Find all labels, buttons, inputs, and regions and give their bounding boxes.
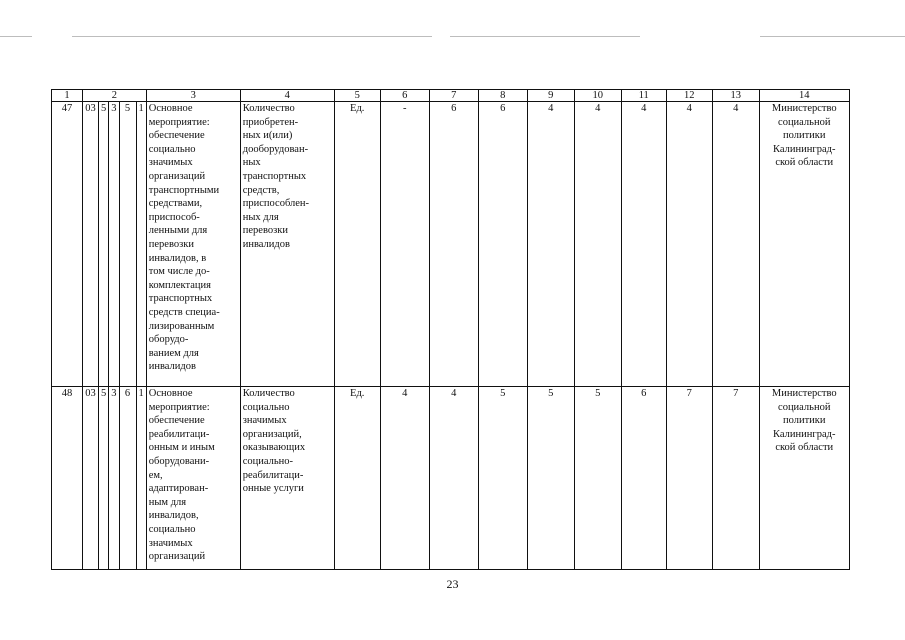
page-number: 23 <box>446 577 459 591</box>
column-number-row <box>52 90 850 102</box>
measure-name: Основное мероприятие: обеспечение реабилитаци- онным и иным оборудовани- ем, адаптирован- ным для инвалидов, социально значимых организаций <box>146 387 240 570</box>
executor: Министерство социальной политики Калининград- ской области <box>759 387 849 570</box>
row-number: 48 <box>52 387 83 570</box>
value-cell: 5 <box>478 387 527 570</box>
value-cell: 5 <box>527 387 574 570</box>
col-num-3: 3 <box>146 90 240 102</box>
col-num-6: 6 <box>380 90 429 102</box>
unit: Ед. <box>334 102 380 387</box>
scan-artifact-line <box>72 36 432 37</box>
unit: Ед. <box>334 387 380 570</box>
program-table <box>51 89 850 570</box>
code-segment: 5 <box>119 102 136 387</box>
scan-artifact-line <box>450 36 640 37</box>
value-cell: 4 <box>712 102 759 387</box>
value-cell: 4 <box>574 102 621 387</box>
value-cell: 4 <box>666 102 712 387</box>
code-segment: 03 <box>83 387 99 570</box>
col-num-9: 9 <box>527 90 574 102</box>
col-num-7: 7 <box>429 90 478 102</box>
code-segment: 1 <box>136 102 146 387</box>
col-num-1: 1 <box>52 90 83 102</box>
table-row <box>52 387 850 570</box>
code-segment: 3 <box>109 387 119 570</box>
scan-artifact-line <box>0 36 32 37</box>
col-num-8: 8 <box>478 90 527 102</box>
code-segment: 03 <box>83 102 99 387</box>
value-cell: 6 <box>429 102 478 387</box>
code-segment: 1 <box>136 387 146 570</box>
indicator-name: Количество приобретен- ных и(или) дооборудован- ных транспортных средств, приспособлен- ных для перевозки инвалидов <box>240 102 334 387</box>
col-num-11: 11 <box>621 90 666 102</box>
col-num-14: 14 <box>759 90 849 102</box>
scan-artifact-line <box>760 36 905 37</box>
value-cell: 4 <box>380 387 429 570</box>
indicator-name: Количество социально значимых организаций, оказывающих социально- реабилитаци- онные услуги <box>240 387 334 570</box>
value-cell: 7 <box>712 387 759 570</box>
code-segment: 5 <box>99 387 109 570</box>
col-num-13: 13 <box>712 90 759 102</box>
value-cell: 6 <box>478 102 527 387</box>
col-num-5: 5 <box>334 90 380 102</box>
value-cell: - <box>380 102 429 387</box>
code-segment: 3 <box>109 102 119 387</box>
code-segment: 6 <box>119 387 136 570</box>
row-number: 47 <box>52 102 83 387</box>
executor: Министерство социальной политики Калининград- ской области <box>759 102 849 387</box>
value-cell: 4 <box>527 102 574 387</box>
value-cell: 5 <box>574 387 621 570</box>
value-cell: 4 <box>621 102 666 387</box>
col-num-2: 2 <box>83 90 147 102</box>
col-num-10: 10 <box>574 90 621 102</box>
value-cell: 4 <box>429 387 478 570</box>
value-cell: 6 <box>621 387 666 570</box>
table-row <box>52 102 850 387</box>
value-cell: 7 <box>666 387 712 570</box>
measure-name: Основное мероприятие: обеспечение социально значимых организаций транспортными средствами, приспособ- ленными для перевозки инвалидов, в том числе до- комплектация транспортных средств специа- лизированным оборудо- ванием для инвалидов <box>146 102 240 387</box>
col-num-12: 12 <box>666 90 712 102</box>
col-num-4: 4 <box>240 90 334 102</box>
code-segment: 5 <box>99 102 109 387</box>
